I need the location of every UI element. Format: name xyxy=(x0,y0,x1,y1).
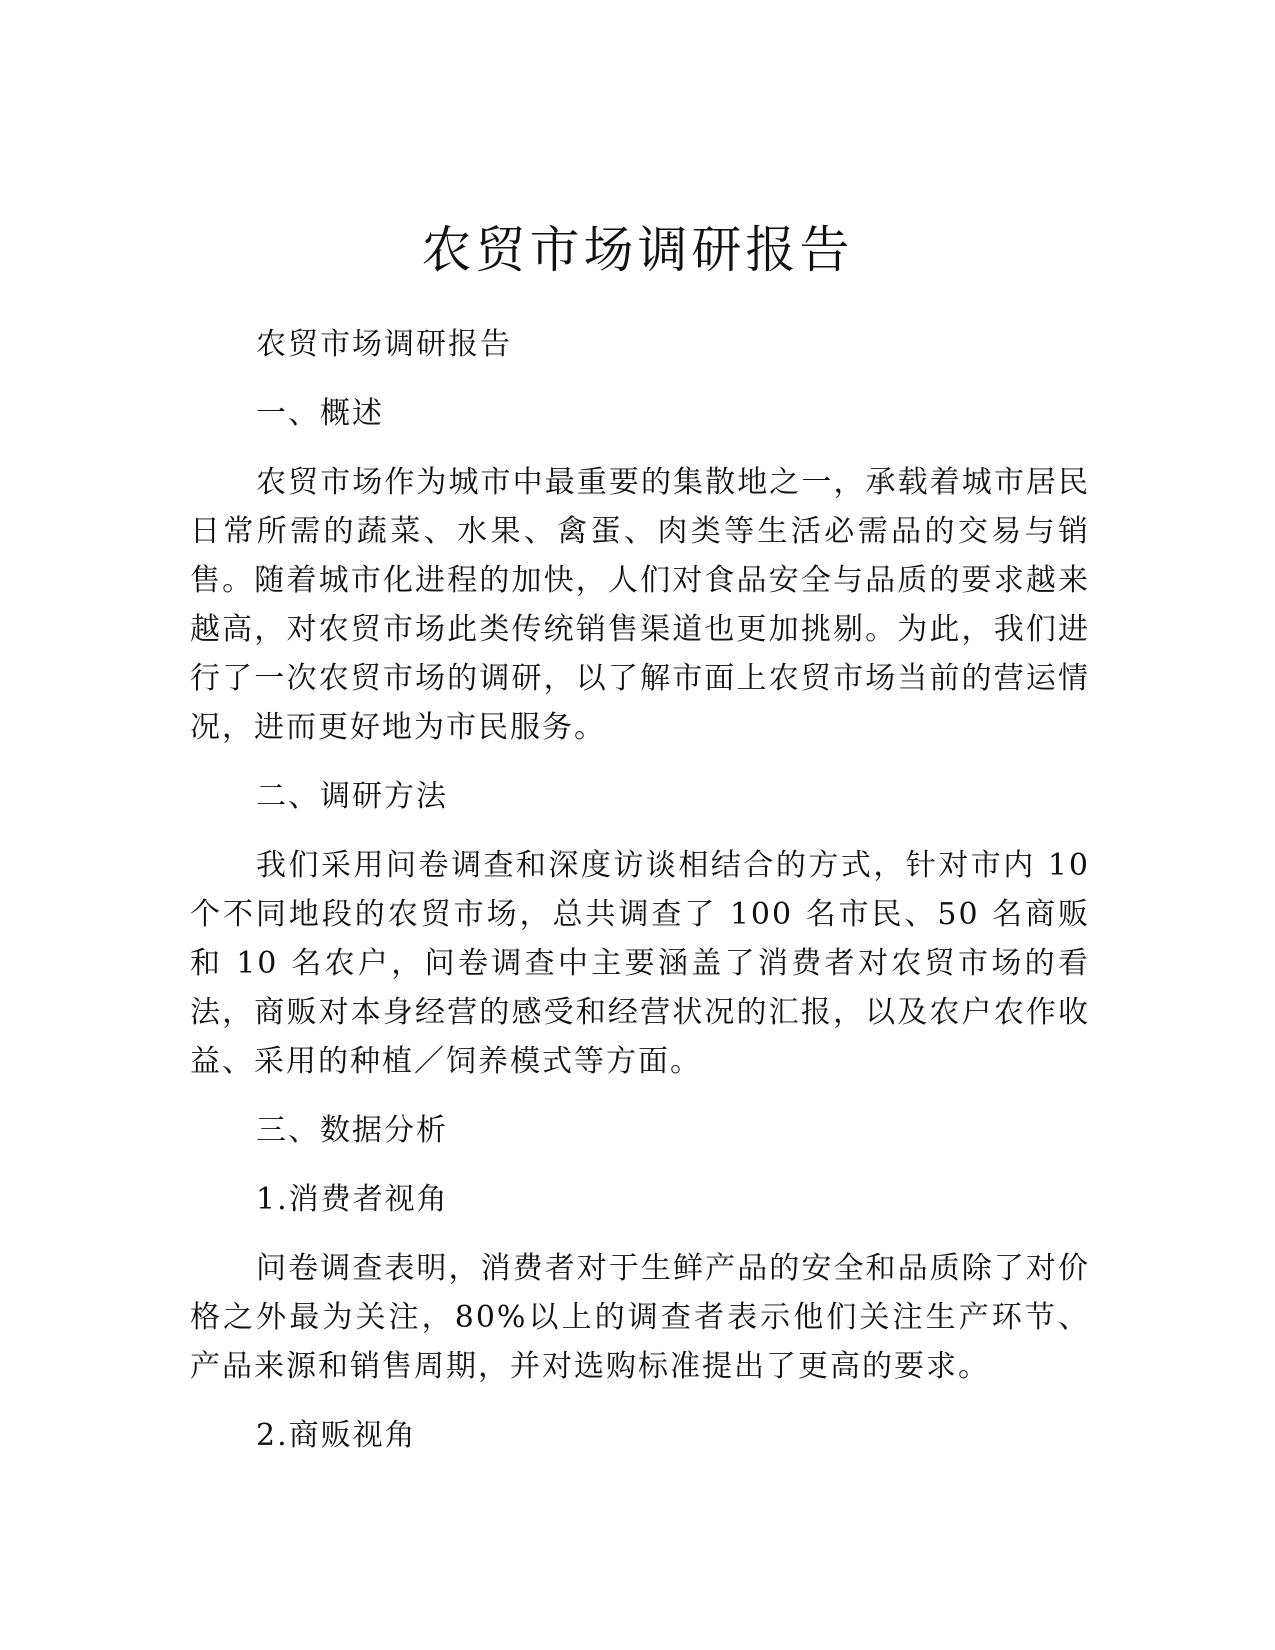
consumer-paragraph: 问卷调查表明，消费者对于生鲜产品的安全和品质除了对价格之外最为关注，80%以上的调查者表示他们关注生产环节、产品来源和销售周期，并对选购标准提出了更高的要求。 xyxy=(190,1251,1090,1384)
document-body xyxy=(190,320,1090,1480)
section-heading-method: 二、调研方法 xyxy=(256,779,448,814)
section-heading-analysis: 三、数据分析 xyxy=(256,1113,448,1148)
subtitle-paragraph: 农贸市场调研报告 xyxy=(256,327,512,362)
method-paragraph: 我们采用问卷调查和深度访谈相结合的方式，针对市内 10 个不同地段的农贸市场，总共调查了 100 名市民、50 名商贩和 10 名农户，问卷调查中主要涵盖了消费者对农贸市场的看法，商贩对本身经营的感受和经营状况的汇报，以及农户农作收益、采用的种植／饲养模式等方面。 xyxy=(190,848,1090,1079)
overview-paragraph: 农贸市场作为城市中最重要的集散地之一，承载着城市居民日常所需的蔬菜、水果、禽蛋、肉类等生活必需品的交易与销售。随着城市化进程的加快，人们对食品安全与品质的要求越来越高，对农贸市场此类传统销售渠道也更加挑剔。为此，我们进行了一次农贸市场的调研，以了解市面上农贸市场当前的营运情况，进而更好地为市民服务。 xyxy=(190,465,1090,745)
subheading-consumer: 1.消费者视角 xyxy=(256,1182,449,1217)
document-title: 农贸市场调研报告 xyxy=(421,221,854,279)
section-heading-overview: 一、概述 xyxy=(256,396,384,431)
subheading-vendor: 2.商贩视角 xyxy=(256,1418,417,1453)
